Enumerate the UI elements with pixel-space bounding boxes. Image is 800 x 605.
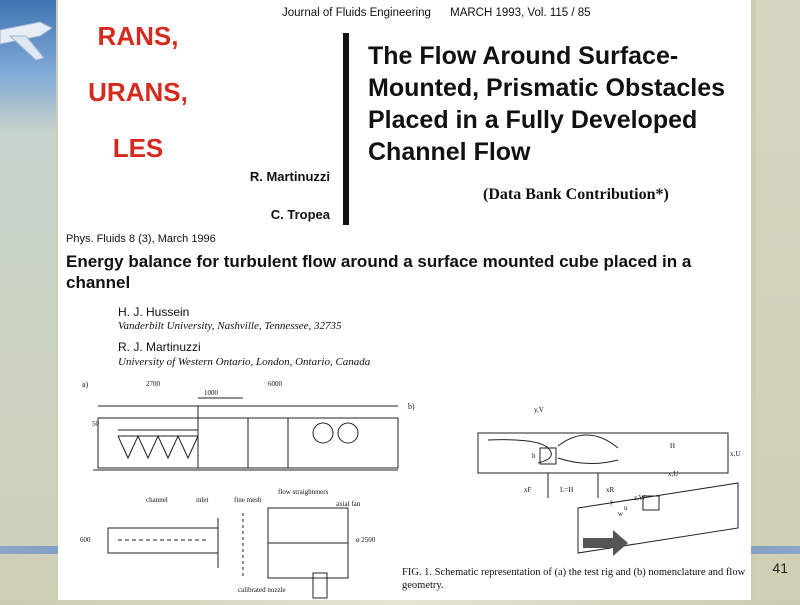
paper2-author-name: H. J. Hussein — [118, 305, 190, 319]
method-rans: RANS, — [97, 21, 179, 51]
dim-label: 2700 — [146, 380, 160, 388]
axis-label: w — [618, 510, 624, 518]
right-decor-band — [756, 0, 800, 600]
databank-note: (Data Bank Contribution*) — [483, 186, 669, 203]
figure-caption: FIG. 1. Schematic representation of (a) the test rig and (b) nomenclature and flow geometry. — [402, 567, 746, 591]
paper2-title: Energy balance for turbulent flow around a surface mounted cube placed in a channel — [66, 252, 692, 292]
paper1-title — [368, 40, 758, 168]
axial-fan-label: axial fan — [336, 500, 361, 508]
paper1-title-line: Mounted, Prismatic Obstacles — [368, 74, 726, 102]
axis-label: y — [610, 498, 614, 506]
paper2-author-affiliation: University of Western Ontario, London, Ontario, Canada — [118, 356, 371, 368]
airplane-image — [0, 0, 52, 80]
title-divider-bar — [343, 33, 349, 225]
dim-label: 1000 — [204, 389, 218, 397]
axis-label: y,V — [534, 406, 544, 414]
paper1-title-line: Placed in a Fully Developed — [368, 106, 698, 134]
axis-label: z,W — [634, 494, 646, 502]
axis-label: x,U — [730, 450, 741, 458]
method-les: LES — [112, 133, 164, 163]
method-urans: URANS, — [88, 77, 188, 107]
paper1-author: C. Tropea — [270, 207, 330, 222]
flow-straighteners-label: flow straighteners — [278, 488, 329, 496]
dim-label: 6000 — [268, 380, 282, 388]
axis-label: u — [624, 504, 628, 512]
dim-label: ø 2500 — [356, 536, 376, 544]
paper1-author: R. Martinuzzi — [249, 169, 330, 184]
dim-label: 50 — [92, 420, 99, 428]
paper1-title-line: Channel Flow — [368, 138, 531, 166]
left-decor-band — [0, 0, 56, 600]
journal-issue: MARCH 1993, Vol. 115 / 85 — [450, 7, 591, 19]
paper2-author-affiliation: Vanderbilt University, Nashville, Tennessee, 32735 — [118, 320, 342, 332]
methods-list — [78, 8, 198, 176]
paper1-title-line: The Flow Around Surface- — [368, 42, 679, 70]
inlet-label: inlet — [196, 496, 209, 504]
dim-H-label: H — [670, 442, 676, 450]
dim-xF-label: xF — [524, 486, 532, 494]
journal-header — [282, 7, 591, 19]
dim-L-label: L=H — [560, 486, 574, 494]
dim-xR-label: xR — [606, 486, 615, 494]
dim-label: 600 — [80, 536, 91, 544]
journal-name: Journal of Fluids Engineering — [282, 7, 431, 19]
paper2-author-name: R. J. Martinuzzi — [118, 340, 201, 354]
paper2-citation: Phys. Fluids 8 (3), March 1996 — [66, 233, 216, 245]
slide-page-number: 41 — [772, 560, 788, 576]
calibrated-nozzle-label: calibrated nozzle — [238, 586, 286, 594]
fine-mesh-label: fine mesh — [234, 496, 262, 504]
panel-b-label: b) — [408, 402, 415, 411]
channel-label: channel — [146, 496, 168, 504]
axis-label: x,U — [668, 470, 679, 478]
dim-h-label: h — [532, 452, 536, 460]
panel-a-label: a) — [82, 380, 89, 389]
